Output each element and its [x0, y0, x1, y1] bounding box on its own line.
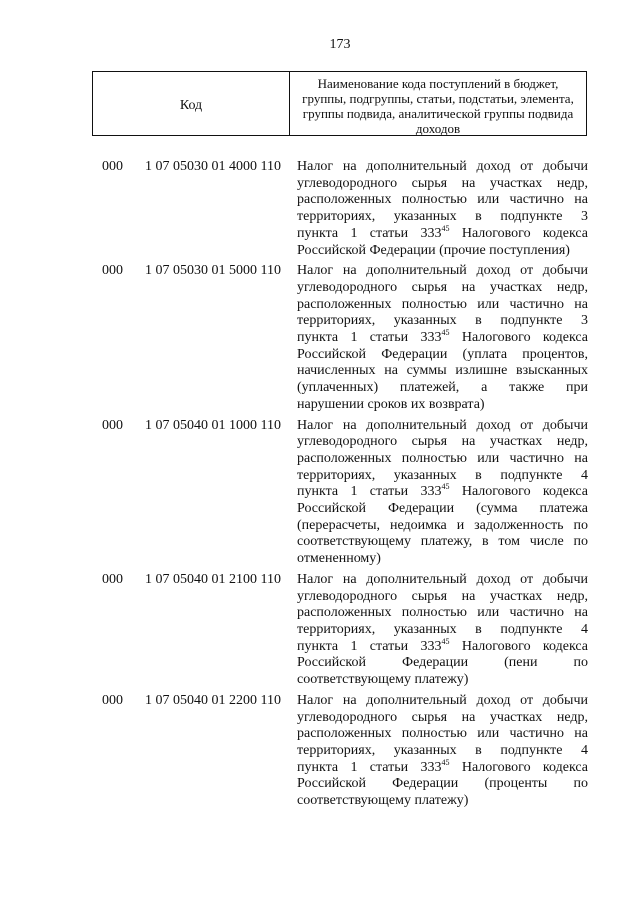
- description-line: пункта 1 статьи $333^{45}$ Налогового кодекса: [297, 328, 588, 346]
- row-revenue-code: 1 07 05030 01 5000 110: [145, 263, 281, 279]
- header-code-column: Код: [93, 72, 290, 135]
- row-revenue-code: 1 07 05040 01 2200 110: [145, 692, 281, 708]
- description-line: пункта 1 статьи $333^{45}$ Налогового кодекса: [297, 482, 588, 500]
- description-line: Российской Федерации (пени по: [297, 655, 588, 671]
- table-row: [0, 259, 640, 413]
- description-line: углеводородного сырья на участках недр,: [297, 279, 588, 295]
- description-line: (уплаченных) платежей, а также при: [297, 380, 588, 396]
- description-line: территориях, указанных в подпункте 3: [297, 313, 588, 329]
- row-prefix-code: 000: [102, 692, 123, 708]
- description-line: соответствующему платежу): [297, 793, 469, 809]
- row-revenue-code: 1 07 05040 01 2100 110: [145, 571, 281, 587]
- description-line: углеводородного сырья на участках недр,: [297, 709, 588, 725]
- table-row: [0, 568, 640, 689]
- description-line: соответствующему платежу, в том числе по: [297, 534, 588, 550]
- row-description: [297, 259, 588, 413]
- article-superscript: 45: [441, 223, 450, 233]
- code-list: [0, 155, 640, 810]
- description-line: углеводородного сырья на участках недр,: [297, 434, 588, 450]
- description-line: Налог на дополнительный доход от добычи: [297, 571, 588, 587]
- row-description: [297, 155, 588, 259]
- description-line: (перерасчеты, недоимка и задолженность по: [297, 517, 588, 533]
- row-revenue-code: 1 07 05040 01 1000 110: [145, 417, 281, 433]
- table-row: [0, 414, 640, 568]
- table-header: [92, 71, 587, 136]
- row-prefix-code: 000: [102, 417, 123, 433]
- description-line: углеводородного сырья на участках недр,: [297, 588, 588, 604]
- row-description: [297, 689, 588, 810]
- description-line: расположенных полностью или частично на: [297, 726, 588, 742]
- description-line: территориях, указанных в подпункте 4: [297, 742, 588, 758]
- description-line: расположенных полностью или частично на: [297, 450, 588, 466]
- description-line: территориях, указанных в подпункте 4: [297, 621, 588, 637]
- description-line: начисленных на суммы излишне взысканных: [297, 363, 588, 379]
- row-prefix-code: 000: [102, 571, 123, 587]
- description-line: территориях, указанных в подпункте 4: [297, 467, 588, 483]
- description-line: углеводородного сырья на участках недр,: [297, 175, 588, 191]
- page-number: 173: [329, 37, 351, 52]
- description-line: Налог на дополнительный доход от добычи: [297, 417, 588, 433]
- row-description: [297, 568, 588, 689]
- description-line: Российской Федерации (уплата процентов,: [297, 346, 588, 362]
- description-line: Налог на дополнительный доход от добычи: [297, 692, 588, 708]
- description-line: Российской Федерации (проценты по: [297, 776, 588, 792]
- description-line: нарушении сроков их возврата): [297, 396, 485, 412]
- description-line: расположенных полностью или частично на: [297, 605, 588, 621]
- description-line: пункта 1 статьи $333^{45}$ Налогового кодекса: [297, 757, 588, 775]
- article-superscript: 45: [441, 482, 450, 492]
- row-description: [297, 414, 588, 568]
- row-revenue-code: 1 07 05030 01 4000 110: [145, 159, 281, 174]
- description-line: Налог на дополнительный доход от добычи: [297, 263, 588, 279]
- description-line: территориях, указанных в подпункте 3: [297, 209, 588, 225]
- description-line: расположенных полностью или частично на: [297, 296, 588, 312]
- description-line: отмененному): [297, 551, 381, 567]
- row-prefix-code: 000: [102, 263, 123, 279]
- description-line: пункта 1 статьи $333^{45}$ Налогового кодекса: [297, 223, 588, 241]
- row-prefix-code: 000: [102, 159, 123, 174]
- table-row: [0, 689, 640, 810]
- article-superscript: 45: [441, 757, 450, 767]
- description-line: расположенных полностью или частично на: [297, 192, 588, 208]
- description-line: Налог на дополнительный доход от добычи: [297, 159, 588, 174]
- article-superscript: 45: [441, 328, 450, 338]
- description-line: соответствующему платежу): [297, 672, 469, 688]
- description-line: Российской Федерации (прочие поступления): [297, 242, 570, 258]
- article-superscript: 45: [441, 636, 450, 646]
- description-line: Российской Федерации (сумма платежа: [297, 501, 588, 517]
- table-row: [0, 155, 640, 259]
- header-name-column: Наименование кода поступлений в бюджет, группы, подгруппы, статьи, подстатьи, элемента, группы подвида, аналитической группы подвида доходов: [302, 76, 574, 136]
- description-line: пункта 1 статьи $333^{45}$ Налогового кодекса: [297, 636, 588, 654]
